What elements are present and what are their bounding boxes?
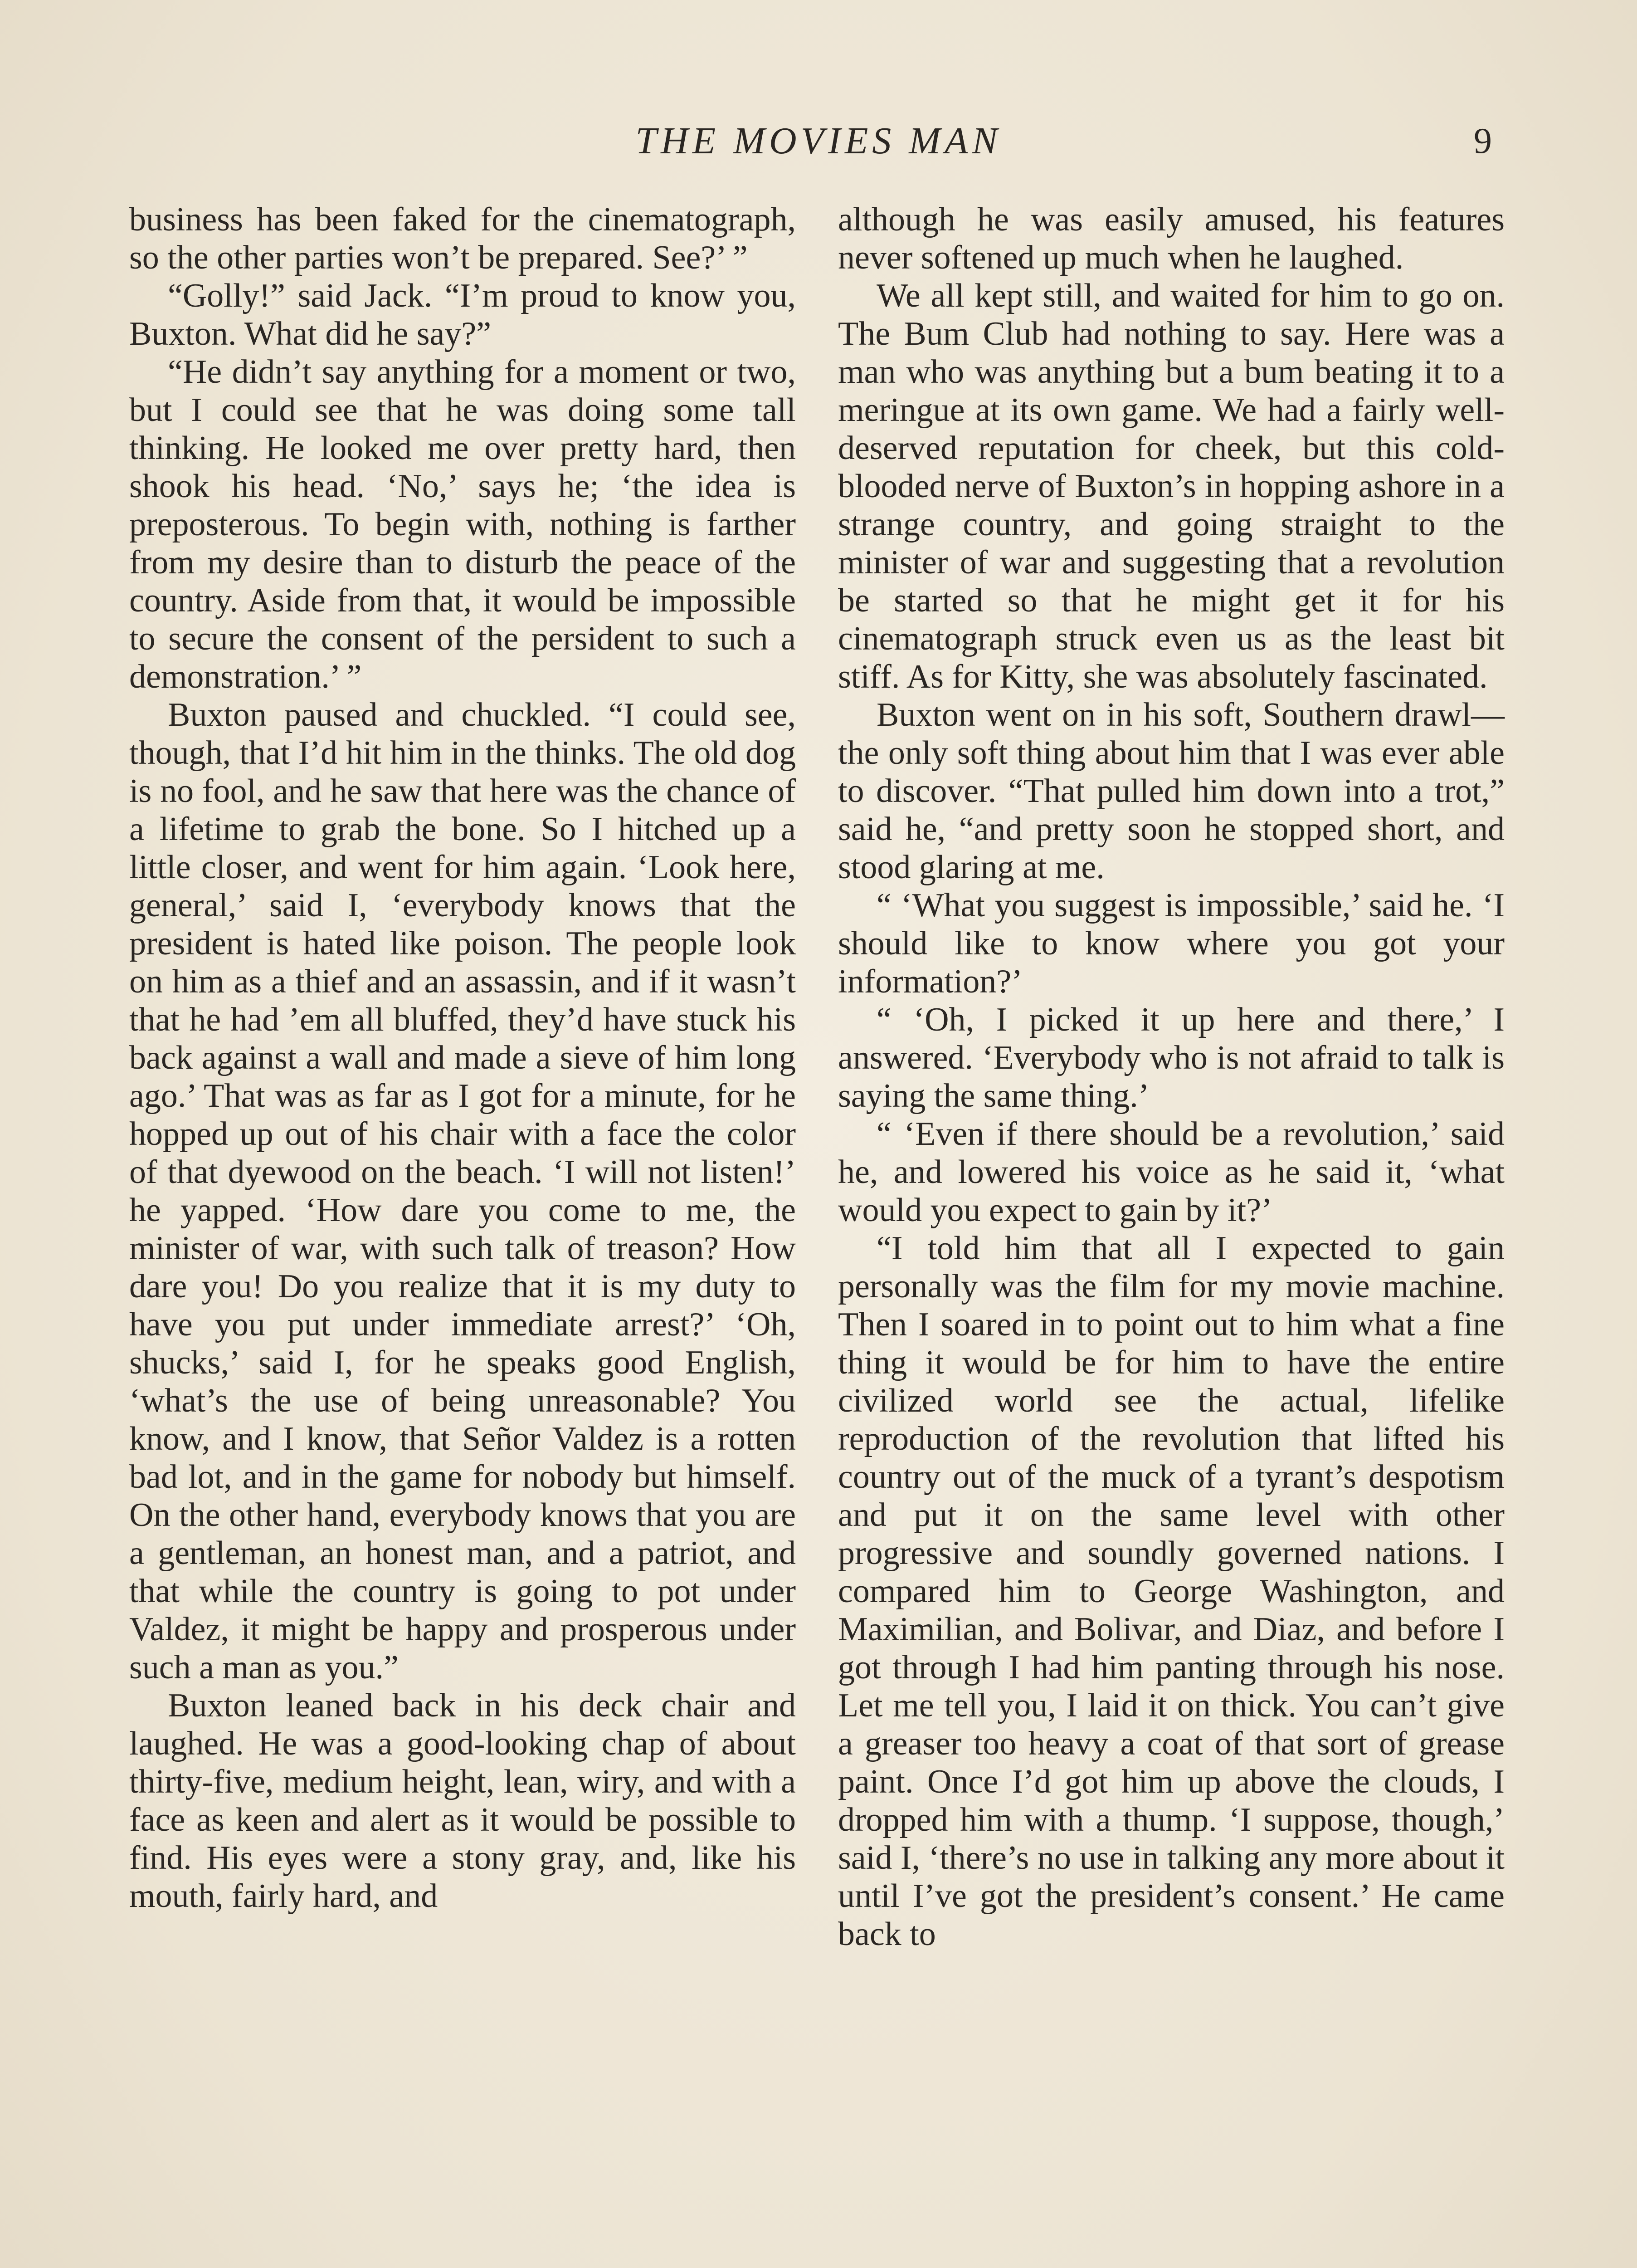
paragraph: “ ‘Even if there should be a revolution,’ said he, and lowered his voice as he said it, ‘what would you expect to gain by it?’ [838,1115,1505,1229]
left-text-column [129,200,796,1915]
paragraph: business has been faked for the cinematograph, so the other parties won’t be prepared. See?’ ” [129,201,796,276]
paragraph: “ ‘What you suggest is impossible,’ said he. ‘I should like to know where you got your information?’ [838,887,1505,1000]
paragraph: “He didn’t say anything for a moment or two, but I could see that he was doing some tall thinking. He looked me over pretty hard, then shook his head. ‘No,’ says he; ‘the idea is preposterous. To begin with, nothing is farther from my desire than to disturb the peace of the country. Aside from that, it would be impossible to secure the consent of the persident to such a demonstration.’ ” [129,353,796,695]
paragraph: We all kept still, and waited for him to go on. The Bum Club had nothing to say. Here was a man who was anything but a bum beating it to a meringue at its own game. We had a fairly well-deserved reputation for cheek, but this cold-blooded nerve of Buxton’s in hopping ashore in a strange country, and going straight to the minister of war and suggesting that a revolution be started so that he might get it for his cinematograph struck even us as the least bit stiff. As for Kitty, she was absolutely fascinated. [838,277,1505,695]
paragraph: Buxton went on in his soft, Southern drawl—the only soft thing about him that I was ever able to discover. “That pulled him down into a trot,” said he, “and pretty soon he stopped short, and stood glaring at me. [838,696,1505,886]
right-text-column [838,200,1505,1953]
paragraph: Buxton leaned back in his deck chair and laughed. He was a good-looking chap of about thirty-five, medium height, lean, wiry, and with a face as keen and alert as it would be possible to find. His eyes were a stony gray, and, like his mouth, fairly hard, and [129,1687,796,1915]
running-title: THE MOVIES MAN [635,120,1002,162]
paragraph: although he was easily amused, his features never softened up much when he laughed. [838,201,1505,276]
paragraph: “Golly!” said Jack. “I’m proud to know you, Buxton. What did he say?” [129,277,796,352]
paragraph: Buxton paused and chuckled. “I could see, though, that I’d hit him in the thinks. The old dog is no fool, and he saw that here was the chance of a lifetime to grab the bone. So I hitched up a little closer, and went for him again. ‘Look here, general,’ said I, ‘everybody knows that the president is hated like poison. The people look on him as a thief and an assassin, and if it wasn’t that he had ’em all bluffed, they’d have stuck his back against a wall and made a sieve of him long ago.’ That was as far as I got for a minute, for he hopped up out of his chair with a face the color of that dyewood on the beach. ‘I will not listen!’ he yapped. ‘How dare you come to me, the minister of war, with such talk of treason? How dare you! Do you realize that it is my duty to have you put under immediate arrest?’ ‘Oh, shucks,’ said I, for he speaks good English, ‘what’s the use of being unreasonable? You know, and I know, that Señor Valdez is a rotten bad lot, and in the game for nobody but himself. On the other hand, everybody knows that you are a gentleman, an honest man, and a patriot, and that while the country is going to pot under Valdez, it might be happy and prosperous under such a man as you.” [129,696,796,1686]
paragraph: “I told him that all I expected to gain personally was the film for my movie machine. Then I soared in to point out to him what a fine thing it would be for him to have the entire civilized world see the actual, lifelike reproduction of the revolution that lifted his country out of the muck of a tyrant’s despotism and put it on the same level with other progressive and soundly governed nations. I compared him to George Washington, and Maximilian, and Bolivar, and Diaz, and before I got through I had him panting through his nose. Let me tell you, I laid it on thick. You can’t give a greaser too heavy a coat of that sort of grease paint. Once I’d got him up above the clouds, I dropped him with a thump. ‘I suppose, though,’ said I, ‘there’s no use in talking any more about it until I’ve got the president’s consent.’ He came back to [838,1230,1505,1953]
page-number: 9 [1474,121,1492,161]
paragraph: “ ‘Oh, I picked it up here and there,’ I answered. ‘Everybody who is not afraid to talk is saying the same thing.’ [838,1001,1505,1114]
